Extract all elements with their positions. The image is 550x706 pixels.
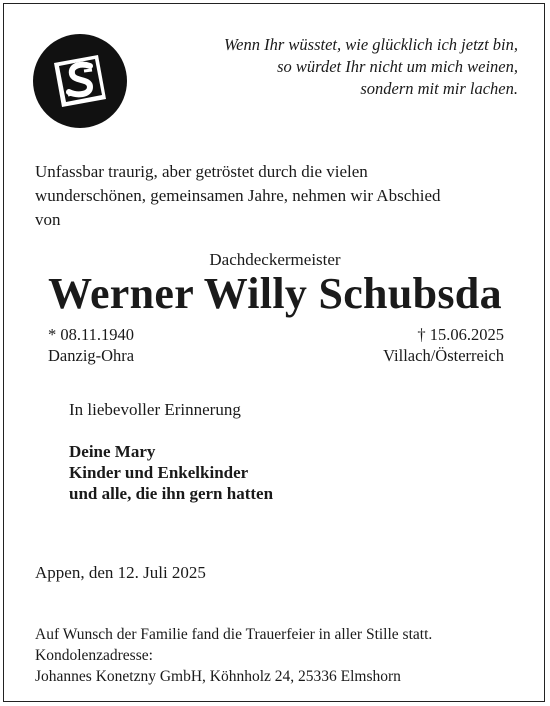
profession: Dachdeckermeister bbox=[209, 250, 341, 269]
notes-line: Auf Wunsch der Familie fand die Trauerfeier in aller Stille statt. bbox=[35, 626, 433, 643]
family-line: und alle, die ihn gern hatten bbox=[69, 484, 274, 503]
quote-line: Wenn Ihr wüsstet, wie glücklich ich jetzt bin, bbox=[223, 35, 518, 54]
intro-line: wunderschönen, gemeinsamen Jahre, nehmen wir Abschied bbox=[35, 186, 441, 205]
quote-line: sondern mit mir lachen. bbox=[360, 79, 518, 98]
death-info bbox=[383, 324, 504, 366]
death-date: † 15.06.2025 bbox=[417, 325, 504, 344]
intro-text bbox=[35, 160, 525, 232]
quote bbox=[224, 34, 518, 100]
notes-line: Kondolenzadresse: bbox=[35, 647, 153, 664]
birth-date: * 08.11.1940 bbox=[48, 325, 135, 344]
intro-line: von bbox=[35, 210, 61, 229]
intro-line: Unfassbar traurig, aber getröstet durch die vielen bbox=[35, 162, 368, 181]
quote-line: so würdet Ihr nicht um mich weinen, bbox=[277, 57, 518, 76]
notes-line: Johannes Konetzny GmbH, Köhnholz 24, 25336 Elmshorn bbox=[35, 668, 401, 685]
birth-place: Danzig-Ohra bbox=[48, 346, 135, 365]
family-line: Deine Mary bbox=[69, 442, 156, 461]
family-line: Kinder und Enkelkinder bbox=[69, 463, 249, 482]
family-signatures bbox=[69, 441, 273, 504]
death-place: Villach/Österreich bbox=[383, 346, 504, 365]
company-logo-icon bbox=[32, 33, 128, 129]
birth-info bbox=[48, 324, 134, 366]
place-date: Appen, den 12. Juli 2025 bbox=[35, 563, 206, 582]
deceased-name: Werner Willy Schubsda bbox=[48, 269, 502, 318]
memory-text: In liebevoller Erinnerung bbox=[69, 400, 241, 419]
notes bbox=[35, 624, 432, 687]
